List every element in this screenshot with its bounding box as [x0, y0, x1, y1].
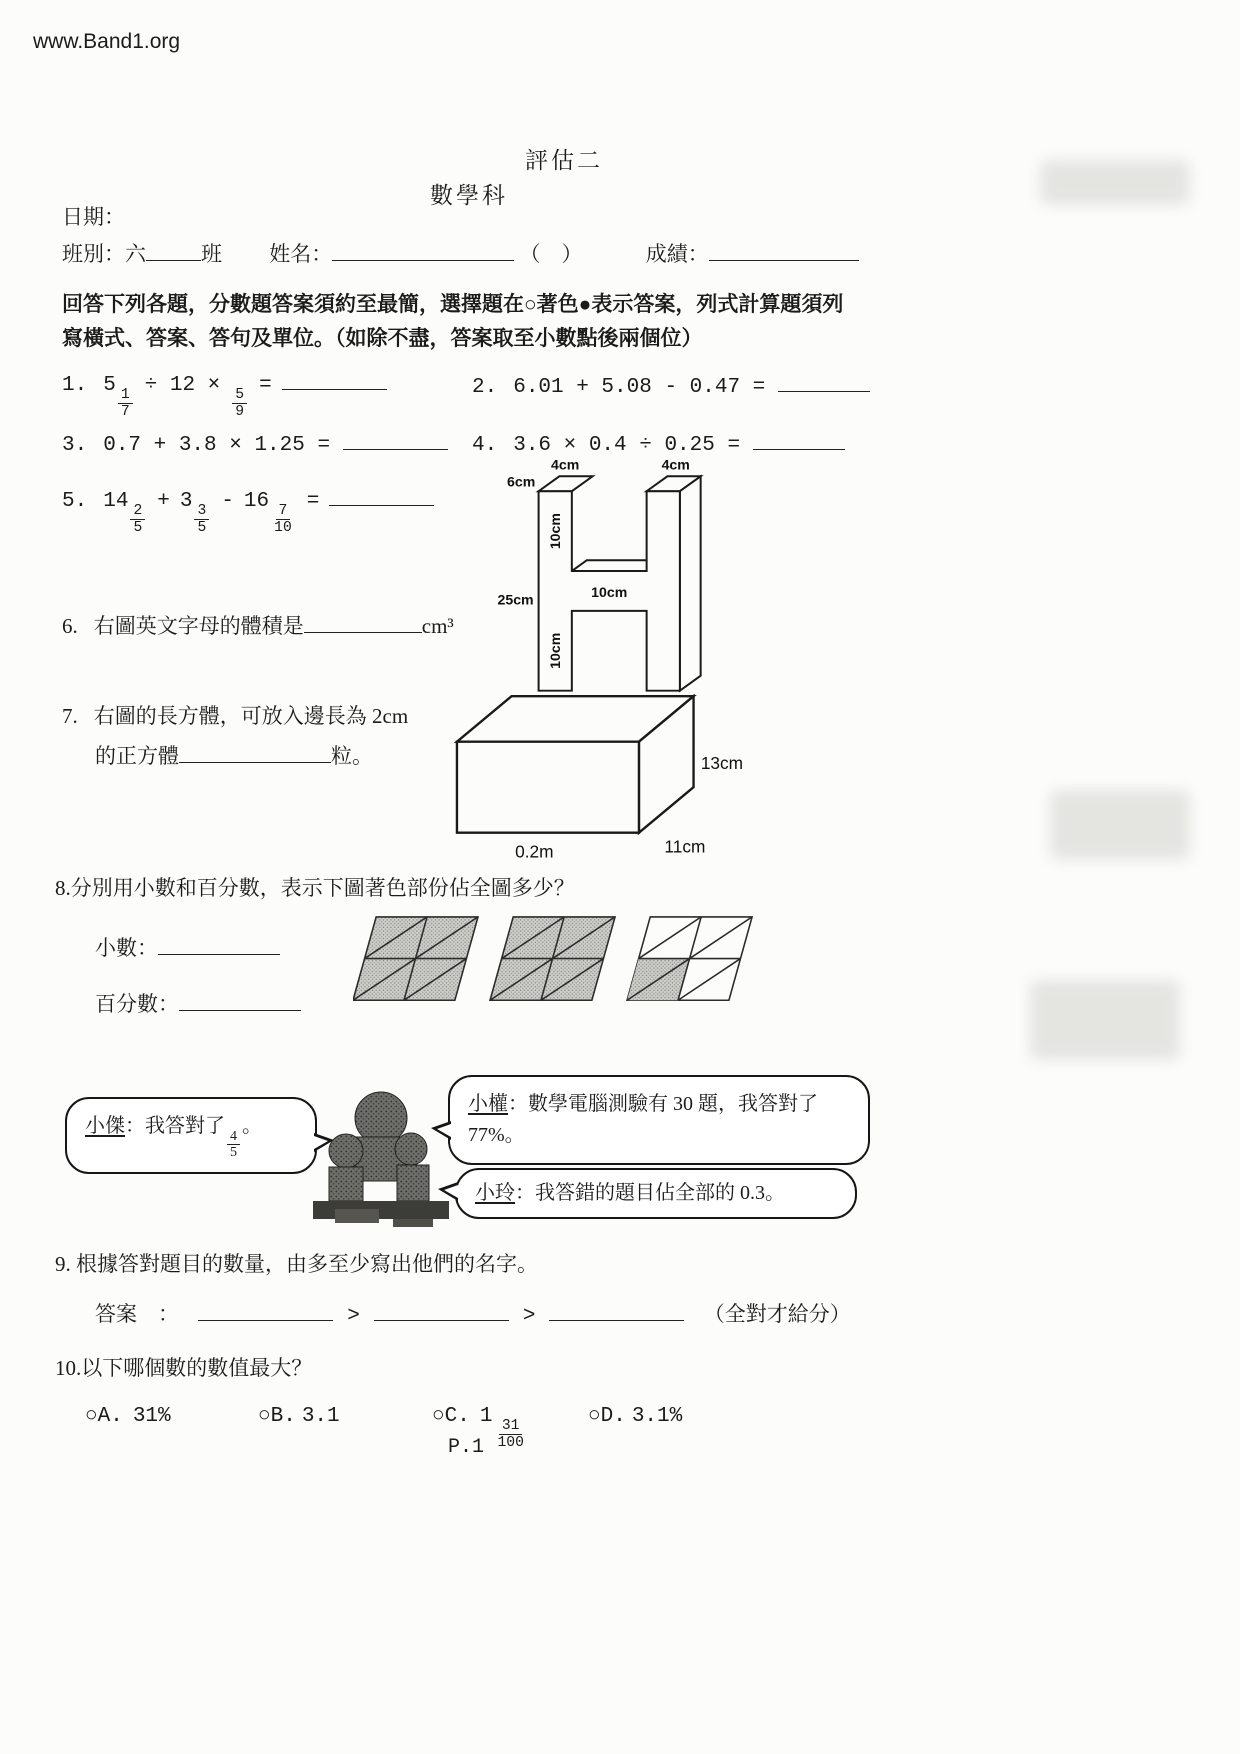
q5-fraction-2 [194, 503, 209, 536]
q7-text-1: 右圖的長方體，可放入邊長為 2cm [93, 704, 409, 728]
children-at-computer-image [305, 1085, 455, 1233]
speaker-name: 小權 [468, 1093, 508, 1115]
q10-option-b [258, 1405, 340, 1428]
question-number: 4. [472, 433, 498, 457]
page-title: 評估二 [525, 148, 603, 173]
q5-whole-1: 14 [103, 489, 129, 513]
h-label-bar-length: 10cm [591, 583, 628, 600]
question-6 [62, 610, 454, 640]
name-label: 姓名： [269, 242, 333, 266]
numerator: 31 [499, 1418, 523, 1435]
greater-than-sign: > [522, 1305, 536, 1328]
subject-title: 數學科 [430, 183, 508, 208]
q5-fraction-1 [130, 503, 145, 536]
q5-fraction-3 [271, 503, 295, 536]
score-label: 成績： [645, 242, 709, 266]
h-label-lower-height: 10cm [547, 632, 564, 669]
q10-option-d [588, 1405, 682, 1428]
q2-answer-blank [778, 372, 870, 392]
q7-text-2: 的正方體 [95, 743, 179, 768]
q3-answer-blank [343, 430, 448, 450]
computer-keyboard [335, 1209, 379, 1223]
instructions [62, 288, 843, 355]
q8-percent-label: 百分數： [95, 992, 179, 1016]
class-label: 班別：六 [62, 242, 146, 266]
numerator: 3 [194, 503, 209, 520]
parallelogram-1 [353, 917, 478, 1000]
question-9: 9. 根據答對題目的數量，由多至少寫出他們的名字。 [55, 1252, 538, 1276]
q6-unit: cm³ [421, 614, 454, 638]
question-4 [472, 430, 845, 457]
greater-than-sign: > [347, 1305, 360, 1328]
q6-answer-blank [304, 613, 422, 633]
numerator: 1 [118, 387, 133, 404]
computer-base [393, 1219, 433, 1227]
h-label-top-left: 4cm [551, 458, 580, 473]
parallelogram-2 [490, 917, 615, 1000]
q10-options-row [0, 1405, 1240, 1451]
option-value: 3.1 [301, 1405, 340, 1428]
speech-bubble-xiaoquan [448, 1075, 870, 1165]
page-number: P.1 [448, 1436, 485, 1459]
h-top-face-left [539, 476, 593, 491]
option-value: 31% [132, 1405, 171, 1428]
q9-answer-label: 答案 ： [95, 1302, 179, 1326]
numerator: 5 [232, 387, 247, 404]
scan-artifact [1040, 160, 1190, 205]
h-label-depth: 6cm [507, 473, 536, 490]
q4-expression: 3.6 × 0.4 ÷ 0.25 = [513, 433, 741, 457]
cuboid-front-face [457, 742, 639, 833]
q9-answer-line [95, 1298, 851, 1328]
bubble-text: ：我答對了 [125, 1115, 225, 1137]
question-number: 2. [472, 375, 498, 399]
date-line [62, 201, 125, 231]
q7-text-3: 粒。 [331, 743, 373, 768]
q1-operators: ÷ 12 × [144, 373, 221, 397]
q9-blank-3 [549, 1301, 684, 1321]
q8-percent-blank [179, 991, 301, 1011]
speech-bubble-xiaoling [455, 1168, 857, 1219]
score-blank [709, 241, 859, 261]
scan-artifact [1050, 790, 1190, 860]
question-number: 3. [62, 433, 88, 457]
q5-whole-3: 16 [243, 489, 270, 513]
q5-answer-blank [329, 486, 434, 506]
q8-decimal-blank [158, 935, 280, 955]
question-number: 6. [62, 614, 78, 638]
question-number: 5. [62, 489, 88, 513]
answer-circle: ○ [432, 1405, 445, 1428]
denominator: 5 [197, 520, 207, 537]
question-3 [62, 430, 448, 457]
q8-percent-line [95, 988, 301, 1018]
bubble-text: ：我答錯的題目佔全部的 0.3。 [515, 1182, 785, 1204]
parallelogram-3 [627, 917, 752, 1000]
cuboid-label-depth: 11cm [664, 836, 706, 857]
option-value: 1 [479, 1405, 493, 1428]
q5-equals: = [306, 489, 320, 513]
h-letter-solid-figure [497, 458, 709, 699]
question-8: 8.分別用小數和百分數，表示下圖著色部份佔全圖多少？ [55, 876, 575, 900]
cuboid-label-height: 13cm [700, 753, 744, 773]
q4-answer-blank [753, 430, 845, 450]
watermark: www.Band1.org [33, 30, 181, 53]
option-fraction [494, 1418, 526, 1451]
child-head-back [355, 1092, 407, 1144]
h-label-top-right: 4cm [661, 458, 690, 473]
q1-fraction-2 [232, 387, 247, 420]
class-name-score-line [62, 238, 859, 268]
child-body-left [329, 1167, 363, 1201]
question-5 [62, 486, 434, 536]
question-number: 1. [62, 373, 88, 397]
question-1 [62, 370, 387, 420]
q5-operator-2: - [221, 489, 234, 513]
name-paren: （ ） [519, 242, 583, 266]
denominator: 7 [120, 404, 130, 421]
q7-line1 [62, 697, 408, 737]
h-right-side-face [680, 476, 701, 690]
option-label: A. [97, 1405, 123, 1428]
denominator: 10 [274, 520, 292, 537]
bubble-text: ：數學電腦測驗有 30 題，我答對了 [508, 1093, 818, 1115]
q9-blank-2 [374, 1301, 509, 1321]
q5-whole-2: 3 [179, 489, 193, 513]
child-head-right [395, 1133, 427, 1165]
answer-circle: ○ [85, 1405, 98, 1428]
question-7 [62, 697, 408, 777]
name-blank [332, 241, 514, 261]
speaker-name: 小玲 [475, 1182, 515, 1204]
numerator: 7 [276, 503, 291, 520]
h-label-total-height: 25cm [497, 591, 534, 608]
question-number: 7. [62, 704, 78, 728]
denominator: 9 [235, 404, 245, 421]
scan-artifact [1030, 980, 1180, 1060]
bubble-fraction [227, 1129, 240, 1161]
shaded-parallelograms-figure [353, 915, 753, 1004]
option-value: 3.1% [631, 1405, 683, 1428]
h-label-upper-height: 10cm [547, 513, 564, 550]
q7-answer-blank [179, 743, 331, 763]
class-blank [146, 241, 201, 261]
instructions-line1: 回答下列各題，分數題答案須約至最簡，選擇題在○著色●表示答案，列式計算題須列 [62, 292, 844, 316]
q1-whole: 5 [103, 373, 116, 397]
q1-answer-blank [282, 370, 387, 390]
cuboid-label-width: 0.2m [515, 841, 554, 860]
option-label: D. [600, 1405, 626, 1428]
speaker-name: 小傑 [85, 1115, 125, 1137]
q6-text: 右圖英文字母的體積是 [93, 614, 304, 638]
q2-expression: 6.01 + 5.08 - 0.47 = [513, 375, 766, 399]
q8-decimal-label: 小數： [95, 936, 158, 960]
class-unit: 班 [201, 242, 222, 266]
speech-bubble-xiaojie [65, 1097, 317, 1174]
answer-circle: ○ [258, 1405, 271, 1428]
denominator: 100 [497, 1435, 524, 1452]
q5-operator-1: + [157, 489, 170, 513]
q1-equals: = [259, 373, 272, 397]
bubble-text-end: 。 [242, 1115, 262, 1137]
denominator: 5 [230, 1145, 237, 1161]
q9-blank-1 [198, 1301, 333, 1321]
q3-expression: 0.7 + 3.8 × 1.25 = [103, 433, 331, 457]
date-label: 日期： [62, 205, 125, 229]
answer-circle: ○ [588, 1405, 601, 1428]
child-body-right [397, 1165, 429, 1201]
q8-decimal-line [95, 932, 280, 962]
q9-note: （全對才給分） [703, 1302, 851, 1326]
q10-option-a [85, 1405, 171, 1428]
option-label: B. [270, 1405, 296, 1428]
question-2 [472, 372, 870, 399]
cuboid-figure [443, 678, 753, 860]
bubble-text-line2: 77%。 [468, 1124, 525, 1146]
computer-desk [313, 1201, 449, 1219]
denominator: 5 [133, 520, 143, 537]
instructions-line2: 寫橫式、答案、答句及單位。（如除不盡，答案取至小數點後兩個位） [62, 325, 703, 350]
numerator: 2 [130, 503, 145, 520]
q1-fraction-1 [118, 387, 133, 420]
numerator: 4 [227, 1129, 240, 1145]
q7-line2 [62, 737, 408, 777]
child-head-left [329, 1134, 363, 1168]
question-10: 10.以下哪個數的數值最大？ [55, 1356, 313, 1380]
option-label: C. [444, 1405, 470, 1428]
